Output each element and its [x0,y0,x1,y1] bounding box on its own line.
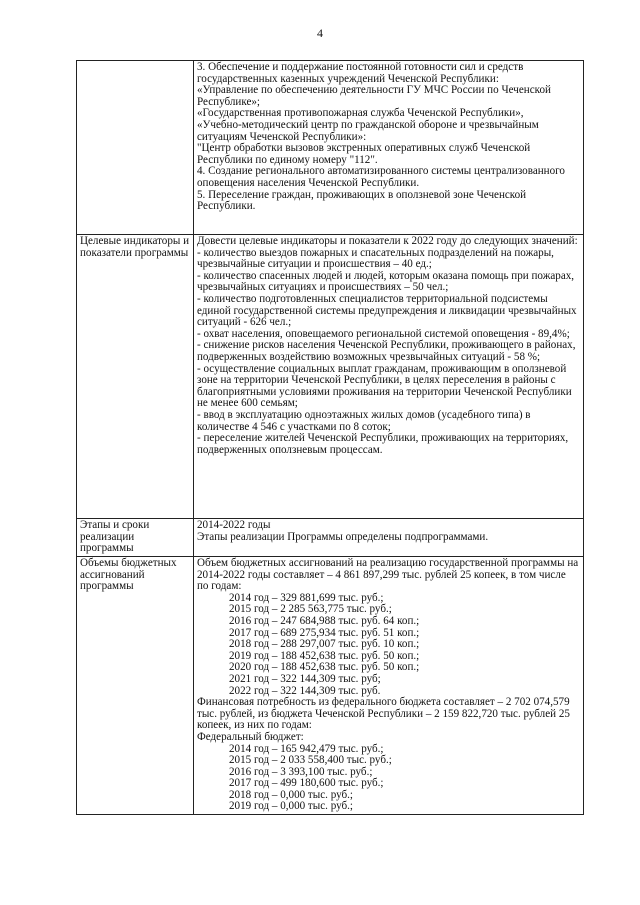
paragraph: «Управление по обеспечению деятельности ГУ МЧС России по Чеченской Республике»; [197,84,551,108]
paragraph: - осуществление социальных выплат гражданам, проживающим в оползневой зоне на территории Чеченской Республики, в целях переселения в районы с благоприятными условиями проживания на территории Чеченской Республики не менее 600 семьям; [197,362,572,410]
paragraph: Финансовая потребность из федерального бюджета составляет – 2 702 074,579 тыс. рублей, из бюджета Чеченской Республики – 2 159 822,720 тыс. рублей 25 копеек, из них по годам: [197,696,570,732]
year-line: 2019 год – 188 452,638 тыс. руб. 50 коп.; [229,649,420,662]
paragraph: - количество подготовленных специалистов территориальной подсистемы единой государственной системы предупреждения и ликвидации чрезвычайных ситуаций - 626 чел.; [197,292,577,329]
row-content [194,235,584,519]
row-label: Этапы и сроки реализации программы [77,519,194,557]
year-line: 2021 год – 322 144,309 тыс. руб; [229,672,381,685]
paragraph: Федеральный бюджет: [197,730,304,743]
year-line: 2019 год – 0,000 тыс. руб.; [229,800,354,813]
paragraph: - охват населения, оповещаемого региональной системой оповещения - 89,4%; [197,327,570,340]
year-line: 2017 год – 689 275,934 тыс. руб. 51 коп.; [229,626,420,639]
year-line: 2015 год – 2 033 558,400 тыс. руб.; [229,754,392,767]
paragraph: Довести целевые индикаторы и показатели к 2022 году до следующих значений: [197,235,578,247]
row-label: Объемы бюджетных ассигнований программы [77,557,194,815]
year-line: 2016 год – 247 684,988 тыс. руб. 64 коп.; [229,614,420,627]
year-line: 2014 год – 329 881,699 тыс. руб.; [229,591,384,604]
paragraph: 3. Обеспечение и поддержание постоянной готовности сил и средств государственных казенных учреждений Чеченской Республики: [197,61,524,85]
paragraph: Объем бюджетных ассигнований на реализацию государственной программы на 2014-2022 годы составляет – 4 861 897,299 тыс. рублей 25 копеек, в том числе по годам: [197,557,579,593]
year-line: 2017 год – 499 180,600 тыс. руб.; [229,777,384,790]
table-row [77,519,584,557]
table-row [77,235,584,519]
year-line: 2018 год – 288 297,007 тыс. руб. 10 коп.; [229,638,420,651]
paragraph: - количество выездов пожарных и спасательных подразделений на пожары, чрезвычайные ситуации и происшествия – 40 ед.; [197,246,554,271]
table-row [77,61,584,235]
page-number: 4 [317,26,323,40]
paragraph: «Государственная противопожарная служба Чеченской Республики», [197,107,524,120]
year-line: 2018 год – 0,000 тыс. руб.; [229,788,354,801]
row-label: Целевые индикаторы и показатели программы [77,235,194,519]
paragraph: 4. Создание регионального автоматизированного системы централизованного оповещения населения Чеченской Республики. [197,165,565,189]
table-row [77,557,584,815]
paragraph: - ввод в эксплуатацию одноэтажных жилых домов (усадебного типа) в количестве 4 546 с участками по 8 соток; [197,408,531,433]
program-passport-table [76,60,584,815]
paragraph: 2014-2022 годы [197,519,271,531]
year-line: 2015 год – 2 285 563,775 тыс. руб.; [229,603,392,616]
year-line: 2020 год – 188 452,638 тыс. руб. 50 коп.; [229,661,420,674]
paragraph: Этапы реализации Программы определены подпрограммами. [197,530,489,543]
paragraph: «Учебно-методический центр по гражданской обороне и чрезвычайным ситуациям Чеченской Республики»: [197,118,539,143]
paragraph: - снижение рисков населения Чеченской Республики, проживающего в районах, подверженных воздействию возможных чрезвычайных ситуаций - 58 %; [197,339,576,363]
year-line: 2022 год – 322 144,309 тыс. руб. [229,684,381,697]
year-line: 2014 год – 165 942,479 тыс. руб.; [229,742,384,755]
paragraph: 5. Переселение граждан, проживающих в оползневой зоне Чеченской Республики. [197,188,527,213]
paragraph: - переселение жителей Чеченской Республики, проживающих на территориях, подверженных оползневым процессам. [197,432,569,456]
paragraph: - количество спасенных людей и людей, которым оказана помощь при пожарах, чрезвычайных ситуациях и происшествиях – 50 чел.; [197,269,575,294]
row-label [77,61,194,235]
year-line: 2016 год – 3 393,100 тыс. руб.; [229,765,373,778]
row-content [194,557,584,815]
row-content [194,61,584,235]
paragraph: "Центр обработки вызовов экстренных оперативных служб Чеченской Республики по единому номеру "112". [197,142,531,166]
row-content [194,519,584,557]
